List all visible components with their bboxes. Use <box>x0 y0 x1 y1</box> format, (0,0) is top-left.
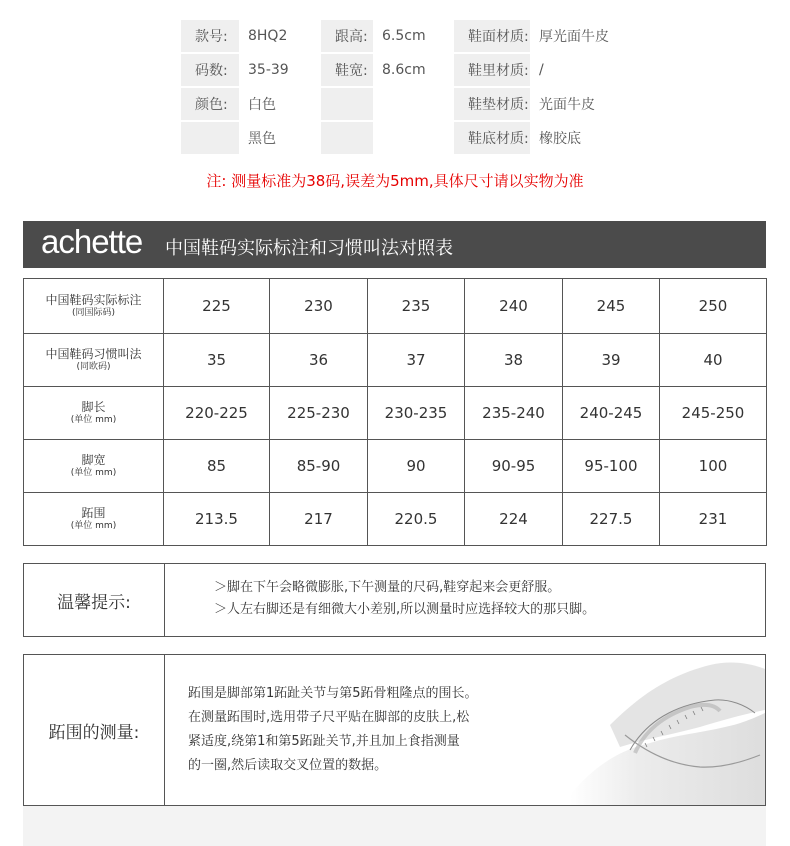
measure-line: 的一圈,然后读取交叉位置的数据。 <box>188 758 388 773</box>
size-cell: 217 <box>270 493 368 546</box>
tip-line: ＞脚在下午会略微膨胀,下午测量的尺码,鞋穿起来会更舒服。 <box>214 580 561 595</box>
row-header <box>24 279 164 334</box>
size-cell: 245 <box>563 279 660 334</box>
size-table-body <box>24 279 767 546</box>
tips-lines <box>214 577 595 621</box>
sole-label: 鞋底材质: <box>454 122 530 154</box>
row-header-label: 中国鞋码实际标注 <box>45 293 142 307</box>
row-header <box>24 334 164 387</box>
size-cell: 36 <box>270 334 368 387</box>
size-chart-banner <box>23 221 766 268</box>
model-label: 款号: <box>181 20 239 52</box>
tip-line: ＞人左右脚还是有细微大小差别,所以测量时应选择较大的那只脚。 <box>214 602 596 617</box>
measure-line: 紧适度,绕第1和第5跖趾关节,并且加上食指测量 <box>188 734 460 749</box>
size-cell: 240 <box>465 279 563 334</box>
foot-measure-illustration <box>550 655 765 805</box>
brand-logo: achette <box>41 223 143 260</box>
size-cell: 38 <box>465 334 563 387</box>
width-value: 8.6cm <box>375 54 452 86</box>
model-value: 8HQ2 <box>241 20 319 52</box>
row-header-label: 脚宽 <box>81 453 106 467</box>
size-label: 码数: <box>181 54 239 86</box>
row-header-label: 中国鞋码习惯叫法 <box>45 347 142 361</box>
row-header <box>24 440 164 493</box>
size-cell: 227.5 <box>563 493 660 546</box>
row-header <box>24 493 164 546</box>
row-header-label: 脚长 <box>81 400 106 414</box>
insole-label: 鞋垫材质: <box>454 88 530 120</box>
upper-label: 鞋面材质: <box>454 20 530 52</box>
spec-empty-cell <box>321 88 373 120</box>
size-cell: 39 <box>563 334 660 387</box>
measure-description <box>188 682 538 778</box>
table-row <box>24 440 767 493</box>
size-cell: 230 <box>270 279 368 334</box>
size-cell: 220.5 <box>368 493 465 546</box>
measurement-note: 注: 测量标准为38码,误差为5mm,具体尺寸请以实物为准 <box>206 172 584 190</box>
size-cell: 225 <box>164 279 270 334</box>
bottom-band <box>23 806 766 846</box>
size-table <box>23 278 767 546</box>
lining-label: 鞋里材质: <box>454 54 530 86</box>
row-header <box>24 387 164 440</box>
size-cell: 90-95 <box>465 440 563 493</box>
tips-box <box>23 563 766 637</box>
table-row <box>24 387 767 440</box>
color-black: 黑色 <box>241 122 319 154</box>
measure-line: 在测量跖围时,选用带子尺平贴在脚部的皮肤上,松 <box>188 710 470 725</box>
size-cell: 245-250 <box>660 387 767 440</box>
size-cell: 235 <box>368 279 465 334</box>
size-cell: 240-245 <box>563 387 660 440</box>
measure-line: 跖围是脚部第1跖趾关节与第5跖骨粗隆点的围长。 <box>188 686 478 701</box>
size-value: 35-39 <box>241 54 319 86</box>
size-cell: 100 <box>660 440 767 493</box>
size-cell: 35 <box>164 334 270 387</box>
measure-title: 跖围的测量: <box>24 655 165 805</box>
size-cell: 235-240 <box>465 387 563 440</box>
size-cell: 95-100 <box>563 440 660 493</box>
size-cell: 225-230 <box>270 387 368 440</box>
size-cell: 90 <box>368 440 465 493</box>
size-cell: 250 <box>660 279 767 334</box>
row-header-unit: (同欧码) <box>76 362 111 372</box>
heel-label: 跟高: <box>321 20 373 52</box>
size-cell: 231 <box>660 493 767 546</box>
size-cell: 220-225 <box>164 387 270 440</box>
row-header-unit: (单位 mm) <box>70 468 117 478</box>
spec-table <box>181 20 614 150</box>
size-cell: 37 <box>368 334 465 387</box>
color-white: 白色 <box>241 88 319 120</box>
spec-empty-cell <box>375 88 452 120</box>
color-label: 颜色: <box>181 88 239 120</box>
size-cell: 213.5 <box>164 493 270 546</box>
size-cell: 230-235 <box>368 387 465 440</box>
tips-title: 温馨提示: <box>24 564 165 636</box>
spec-empty-cell <box>321 122 373 154</box>
lining-value: / <box>532 54 624 86</box>
spec-empty-cell <box>181 122 239 154</box>
measure-box <box>23 654 766 806</box>
upper-value: 厚光面牛皮 <box>532 20 624 52</box>
table-row <box>24 493 767 546</box>
spec-empty-cell <box>375 122 452 154</box>
row-header-unit: (单位 mm) <box>70 521 117 531</box>
size-cell: 224 <box>465 493 563 546</box>
heel-value: 6.5cm <box>375 20 452 52</box>
width-label: 鞋宽: <box>321 54 373 86</box>
row-header-label: 跖围 <box>81 506 106 520</box>
sole-value: 橡胶底 <box>532 122 624 154</box>
size-cell: 85 <box>164 440 270 493</box>
table-row <box>24 279 767 334</box>
row-header-unit: (同国际码) <box>71 308 116 318</box>
table-row <box>24 334 767 387</box>
size-cell: 85-90 <box>270 440 368 493</box>
row-header-unit: (单位 mm) <box>70 415 117 425</box>
banner-title: 中国鞋码实际标注和习惯叫法对照表 <box>165 238 453 259</box>
insole-value: 光面牛皮 <box>532 88 624 120</box>
size-cell: 40 <box>660 334 767 387</box>
